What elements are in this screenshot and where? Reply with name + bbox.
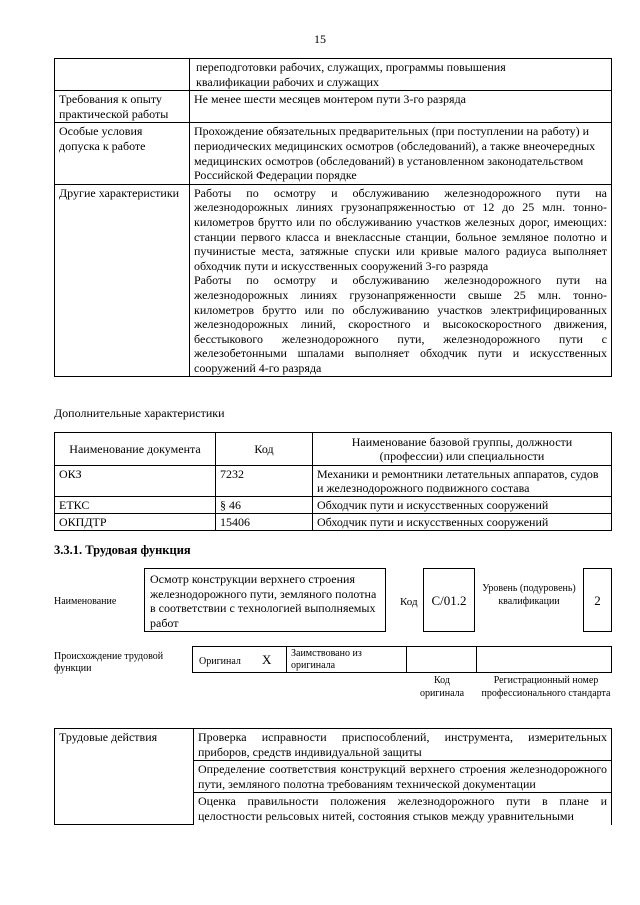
name-label: Наименование (54, 596, 117, 607)
origin-label: Происхождение трудовой функции (54, 651, 164, 674)
level-box: 2 (583, 568, 612, 632)
action-item: Определение соответствия конструкций верхнего строения железнодорожного пути, земляного полотна требованиям технической документации (194, 761, 612, 793)
borrowed-label: Заимствовано из оригинала (291, 648, 362, 671)
table-row (55, 123, 612, 184)
table-row (55, 497, 612, 514)
divider (406, 646, 407, 673)
row-label: Требования к опыту практической работы (55, 91, 190, 123)
row-label: Особые условия допуска к работе (55, 123, 190, 184)
header-document-name: Наименование документа (55, 433, 216, 466)
row-value (190, 184, 612, 377)
table-header-row (55, 433, 612, 466)
original-mark: X (262, 652, 272, 667)
divider (286, 646, 287, 673)
additional-characteristics-table (54, 432, 612, 531)
other-characteristics-paragraph-2: Работы по осмотру и обслуживанию железнодорожного пути на железнодорожных линиях грузонапряженности свыше 25 млн. тонно-километров брутто или по обслуживанию участков электрифицированных железнодорожных линий, скоростного и высокоскоростного движения, бесстыкового железнодорожного пути, железнодорожного пути с железобетонными шпалами выполняет обходчик пути и искусственных сооружений 4-го разряда (194, 273, 607, 375)
level-label: Уровень (подуровень) квалификации (482, 583, 576, 607)
continuation-text: переподготовки рабочих, служащих, программы повышения квалификации рабочих и служащих (190, 59, 612, 91)
table-row (55, 59, 612, 91)
group-name-cell: Обходчик пути и искусственных сооружений (313, 514, 612, 531)
requirements-table (54, 58, 612, 377)
original-label: Оригинал (199, 656, 241, 667)
row-label: Другие характеристики (55, 184, 190, 377)
group-name-cell: Обходчик пути и искусственных сооружений (313, 497, 612, 514)
reg-number-label: Регистрационный номер профессионального стандарта (481, 675, 611, 699)
code-cell: 7232 (216, 466, 313, 497)
code-label: Код (400, 596, 418, 608)
table-row (55, 729, 612, 761)
document-name-cell: ОКПДТР (55, 514, 216, 531)
divider (476, 646, 477, 673)
row-value: Не менее шести месяцев монтером пути 3-го разряда (190, 91, 612, 123)
header-code: Код (216, 433, 313, 466)
function-code-box: C/01.2 (423, 568, 475, 632)
table-row (55, 91, 612, 123)
code-original-label: Код оригинала (419, 675, 465, 699)
code-cell: 15406 (216, 514, 313, 531)
page-number: 15 (314, 32, 326, 46)
work-actions-table (54, 728, 612, 825)
other-characteristics-paragraph-1: Работы по осмотру и обслуживанию железнодорожного пути на железнодорожных линиях грузонапряженностью от 12 до 25 млн. тонно-километров брутто или по обслуживанию участков железных дорог, имеющих: станции первого класса и внеклассные станции, больное земляное полотно и пучинистые места, затяжные спуски или кривые малого радиуса выполняет обходчик пути и искусственных сооружений 3-го разряда (194, 185, 607, 273)
table-row (55, 514, 612, 531)
header-group-name: Наименование базовой группы, должности (профессии) или специальности (313, 433, 612, 466)
function-name-box: Осмотр конструкции верхнего строения железнодорожного пути, земляного полотна в соответствии с технологией выполняемых работ (144, 568, 386, 632)
row-value: Прохождение обязательных предварительных (при поступлении на работу) и периодических медицинских осмотров (обследований), а также внеочередных медицинских осмотров (обследований) в установленном законодательством Российской Федерации порядке (190, 123, 612, 184)
table-row (55, 184, 612, 377)
group-name-cell: Механики и ремонтники летательных аппаратов, судов и железнодорожного подвижного состава (313, 466, 612, 497)
action-item: Проверка исправности приспособлений, инструмента, измерительных приборов, средств индивидуальной защиты (194, 729, 612, 761)
origin-row (192, 646, 612, 673)
document-name-cell: ОКЗ (55, 466, 216, 497)
actions-label: Трудовые действия (55, 729, 194, 825)
code-cell: § 46 (216, 497, 313, 514)
empty-cell (55, 59, 190, 91)
additional-characteristics-title: Дополнительные характеристики (54, 406, 225, 420)
table-row (55, 466, 612, 497)
document-name-cell: ЕТКС (55, 497, 216, 514)
function-title: 3.3.1. Трудовая функция (54, 543, 191, 557)
action-item: Оценка правильности положения железнодорожного пути в плане и целостности рельсовых нитей, состояния стыков между уравнительными (194, 793, 612, 825)
